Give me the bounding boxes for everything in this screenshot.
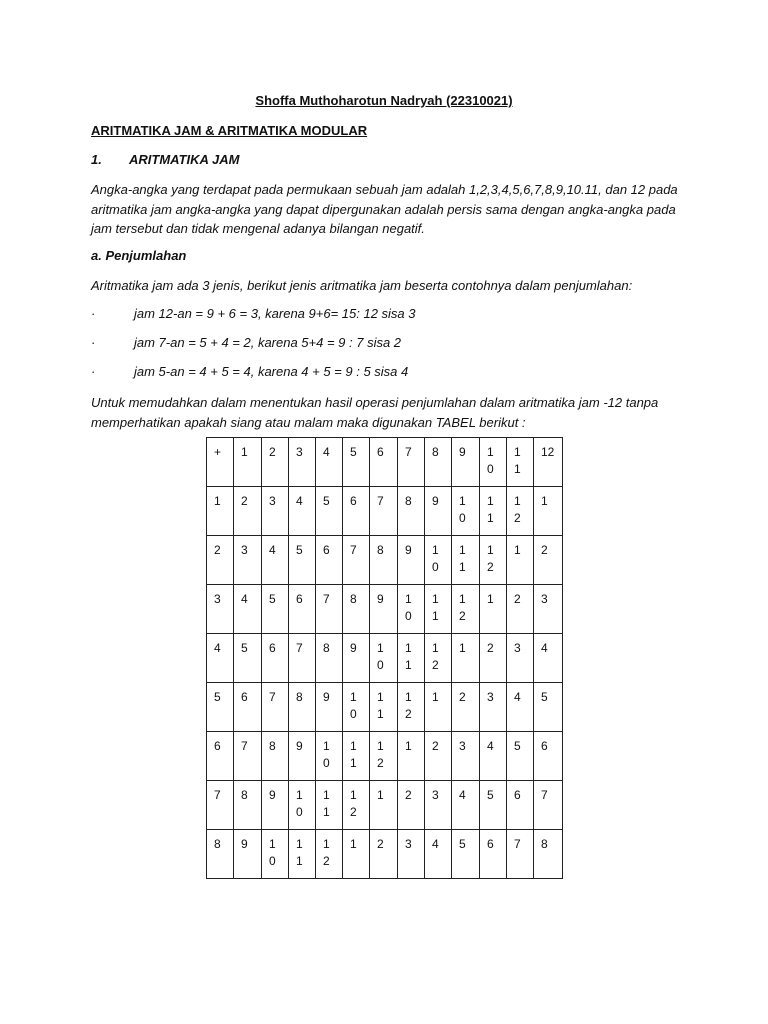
cell-digit: 1 [459,592,466,606]
cell-digit: 1 [323,739,330,753]
table-cell: 1 [207,487,234,536]
table-cell [343,683,370,732]
cell-digit: 1 [296,788,303,802]
cell-digit: 1 [487,511,494,525]
table-cell: 7 [234,732,262,781]
cell-digit: 0 [350,707,357,721]
table-cell: 8 [316,634,343,683]
table-cell: 7 [534,781,563,830]
cell-digit: 1 [432,641,439,655]
cell-digit: 2 [459,609,466,623]
table-cell [480,536,507,585]
table-cell: 9 [316,683,343,732]
table-cell: 3 [262,487,289,536]
cell-digit: 1 [432,543,439,557]
table-cell [289,830,316,879]
table-cell: 6 [316,536,343,585]
table-cell [425,536,452,585]
table-cell: 2 [370,830,398,879]
section-title: ARITMATIKA JAM & ARITMATIKA MODULAR [91,123,368,138]
table-cell: 1 [398,732,425,781]
table-cell: 5 [289,536,316,585]
cell-digit: 1 [405,592,412,606]
cell-digit: 1 [487,494,494,508]
cell-digit: 1 [377,739,384,753]
table-cell: 3 [534,585,563,634]
table-cell: 9 [234,830,262,879]
cell-digit: 1 [296,837,303,851]
table-cell: 12 [534,438,563,487]
cell-digit: 2 [405,707,412,721]
table-cell: 1 [370,781,398,830]
cell-digit: 1 [459,543,466,557]
table-cell: 4 [480,732,507,781]
cell-digit: 1 [377,707,384,721]
table-cell: 1 [234,438,262,487]
table-cell: 4 [507,683,534,732]
table-cell: 7 [343,536,370,585]
table-cell: 7 [316,585,343,634]
table-cell [398,585,425,634]
cell-digit: 0 [459,511,466,525]
types-paragraph: Aritmatika jam ada 3 jenis, berikut jenis aritmatika jam beserta contohnya dalam penjumlahan: [91,278,633,293]
table-cell: 8 [262,732,289,781]
table-cell [343,732,370,781]
heading-number: 1. [91,152,102,167]
cell-digit: 0 [377,658,384,672]
table-cell: 5 [452,830,480,879]
table-cell: 7 [289,634,316,683]
table-header-row [207,438,563,487]
table-cell: 8 [425,438,452,487]
table-cell: 5 [262,585,289,634]
table-cell: 9 [343,634,370,683]
table-cell: 5 [507,732,534,781]
table-cell: 3 [398,830,425,879]
table-cell: 1 [425,683,452,732]
table-cell: 5 [316,487,343,536]
table-cell: 1 [452,634,480,683]
bullet-mark: · [91,306,96,321]
table-cell: 8 [370,536,398,585]
table-cell: 8 [343,585,370,634]
table-cell: 6 [343,487,370,536]
cell-digit: 1 [405,690,412,704]
table-cell [289,781,316,830]
table-cell [452,536,480,585]
bullet-text: jam 7-an = 5 + 4 = 2, karena 5+4 = 9 : 7 sisa 2 [134,335,402,350]
cell-digit: 1 [377,641,384,655]
table-cell: 9 [398,536,425,585]
table-cell [316,781,343,830]
table-cell [507,487,534,536]
table-cell: 2 [480,634,507,683]
heading-title: ARITMATIKA JAM [129,152,240,167]
table-cell [480,438,507,487]
cell-digit: 1 [459,494,466,508]
clock-table-body [207,438,563,879]
table-cell: 4 [534,634,563,683]
table-cell: 9 [370,585,398,634]
table-cell: 5 [480,781,507,830]
table-cell: 7 [207,781,234,830]
table-cell: 3 [480,683,507,732]
cell-digit: 1 [323,805,330,819]
cell-digit: 1 [350,739,357,753]
table-cell [262,830,289,879]
table-cell: 3 [507,634,534,683]
table-cell: 7 [398,438,425,487]
table-cell: 6 [289,585,316,634]
bullet-text: jam 12-an = 9 + 6 = 3, karena 9+6= 15: 12 sisa 3 [134,306,416,321]
table-cell: 3 [289,438,316,487]
cell-digit: 1 [405,641,412,655]
cell-digit: 1 [487,543,494,557]
table-cell: 2 [234,487,262,536]
subheading-penjumlahan: a. Penjumlahan [91,248,187,263]
table-cell [316,830,343,879]
cell-digit: 1 [350,690,357,704]
table-cell: 6 [507,781,534,830]
table-cell: 6 [207,732,234,781]
table-cell: 3 [452,732,480,781]
table-cell: 5 [534,683,563,732]
table-cell [370,732,398,781]
table-cell: 8 [234,781,262,830]
table-cell: 1 [507,536,534,585]
table-row [207,732,563,781]
table-row [207,634,563,683]
table-cell: 4 [289,487,316,536]
table-cell: 4 [262,536,289,585]
table-cell [316,732,343,781]
cell-digit: 2 [350,805,357,819]
cell-digit: 1 [459,560,466,574]
table-cell: 2 [534,536,563,585]
table-cell: 7 [507,830,534,879]
cell-digit: 1 [514,445,521,459]
table-cell [452,487,480,536]
table-cell: 9 [425,487,452,536]
bullet-mark: · [91,335,96,350]
cell-digit: 1 [377,690,384,704]
cell-digit: 2 [323,854,330,868]
cell-digit: 0 [323,756,330,770]
cell-digit: 0 [269,854,276,868]
table-cell: 5 [207,683,234,732]
table-cell: 4 [207,634,234,683]
table-cell: 8 [207,830,234,879]
bullet-text: jam 5-an = 4 + 5 = 4, karena 4 + 5 = 9 : 5 sisa 4 [134,364,409,379]
table-cell: 2 [207,536,234,585]
cell-digit: 1 [350,788,357,802]
table-cell: 1 [534,487,563,536]
table-cell: 6 [234,683,262,732]
cell-digit: 2 [514,511,521,525]
table-cell: 5 [234,634,262,683]
table-cell [480,487,507,536]
table-row [207,830,563,879]
table-row [207,536,563,585]
table-cell [452,585,480,634]
table-cell [425,634,452,683]
table-cell: 7 [262,683,289,732]
cell-digit: 1 [323,837,330,851]
cell-digit: 0 [296,805,303,819]
table-cell: 6 [480,830,507,879]
table-cell: 2 [452,683,480,732]
table-cell: 3 [234,536,262,585]
table-intro-paragraph: Untuk memudahkan dalam menentukan hasil operasi penjumlahan dalam aritmatika jam -12 tanpa memperhatikan apakah siang atau malam maka digunakan TABEL berikut : [91,395,659,430]
bullet-item [91,306,416,321]
table-cell: 5 [343,438,370,487]
table-cell: 2 [398,781,425,830]
table-cell: 4 [452,781,480,830]
table-cell: 9 [289,732,316,781]
table-cell [425,585,452,634]
cell-digit: 1 [432,609,439,623]
cell-digit: 1 [296,854,303,868]
table-cell [507,438,534,487]
cell-digit: 1 [432,592,439,606]
table-cell: 4 [316,438,343,487]
table-row [207,585,563,634]
intro-paragraph: Angka-angka yang terdapat pada permukaan sebuah jam adalah 1,2,3,4,5,6,7,8,9,10.11, dan 12 pada aritmatika jam angka-angka yang dapat dipergunakan adalah persis sama dengan angka-angka pada jam tersebut dan tidak mengenal adanya bilangan negatif. [91,182,678,236]
table-cell: 8 [534,830,563,879]
cell-digit: 1 [514,494,521,508]
cell-digit: 2 [432,658,439,672]
table-cell: 1 [343,830,370,879]
bullet-mark: · [91,364,96,379]
table-cell: + [207,438,234,487]
table-row [207,487,563,536]
table-cell [370,683,398,732]
clock-addition-table [206,437,563,879]
table-cell: 4 [234,585,262,634]
cell-digit: 0 [487,462,494,476]
heading-aritmatika-jam [91,152,240,167]
cell-digit: 2 [487,560,494,574]
cell-digit: 0 [405,609,412,623]
table-cell: 7 [370,487,398,536]
table-cell: 1 [480,585,507,634]
table-cell: 6 [370,438,398,487]
table-cell: 9 [262,781,289,830]
table-cell: 3 [425,781,452,830]
table-row [207,781,563,830]
cell-digit: 1 [487,445,494,459]
table-cell: 3 [207,585,234,634]
table-cell: 6 [534,732,563,781]
table-cell: 4 [425,830,452,879]
table-cell: 2 [262,438,289,487]
table-cell: 8 [398,487,425,536]
bullet-item [91,364,408,379]
table-row [207,683,563,732]
table-cell: 6 [262,634,289,683]
table-cell [398,683,425,732]
table-cell [370,634,398,683]
table-cell [343,781,370,830]
cell-digit: 1 [269,837,276,851]
table-cell: 8 [289,683,316,732]
cell-digit: 2 [377,756,384,770]
cell-digit: 1 [514,462,521,476]
table-cell [398,634,425,683]
cell-digit: 1 [323,788,330,802]
table-cell: 2 [507,585,534,634]
table-cell: 2 [425,732,452,781]
author-line: Shoffa Muthoharotun Nadryah (22310021) [255,93,513,108]
cell-digit: 0 [432,560,439,574]
cell-digit: 1 [350,756,357,770]
table-cell: 9 [452,438,480,487]
bullet-item [91,335,401,350]
cell-digit: 1 [405,658,412,672]
